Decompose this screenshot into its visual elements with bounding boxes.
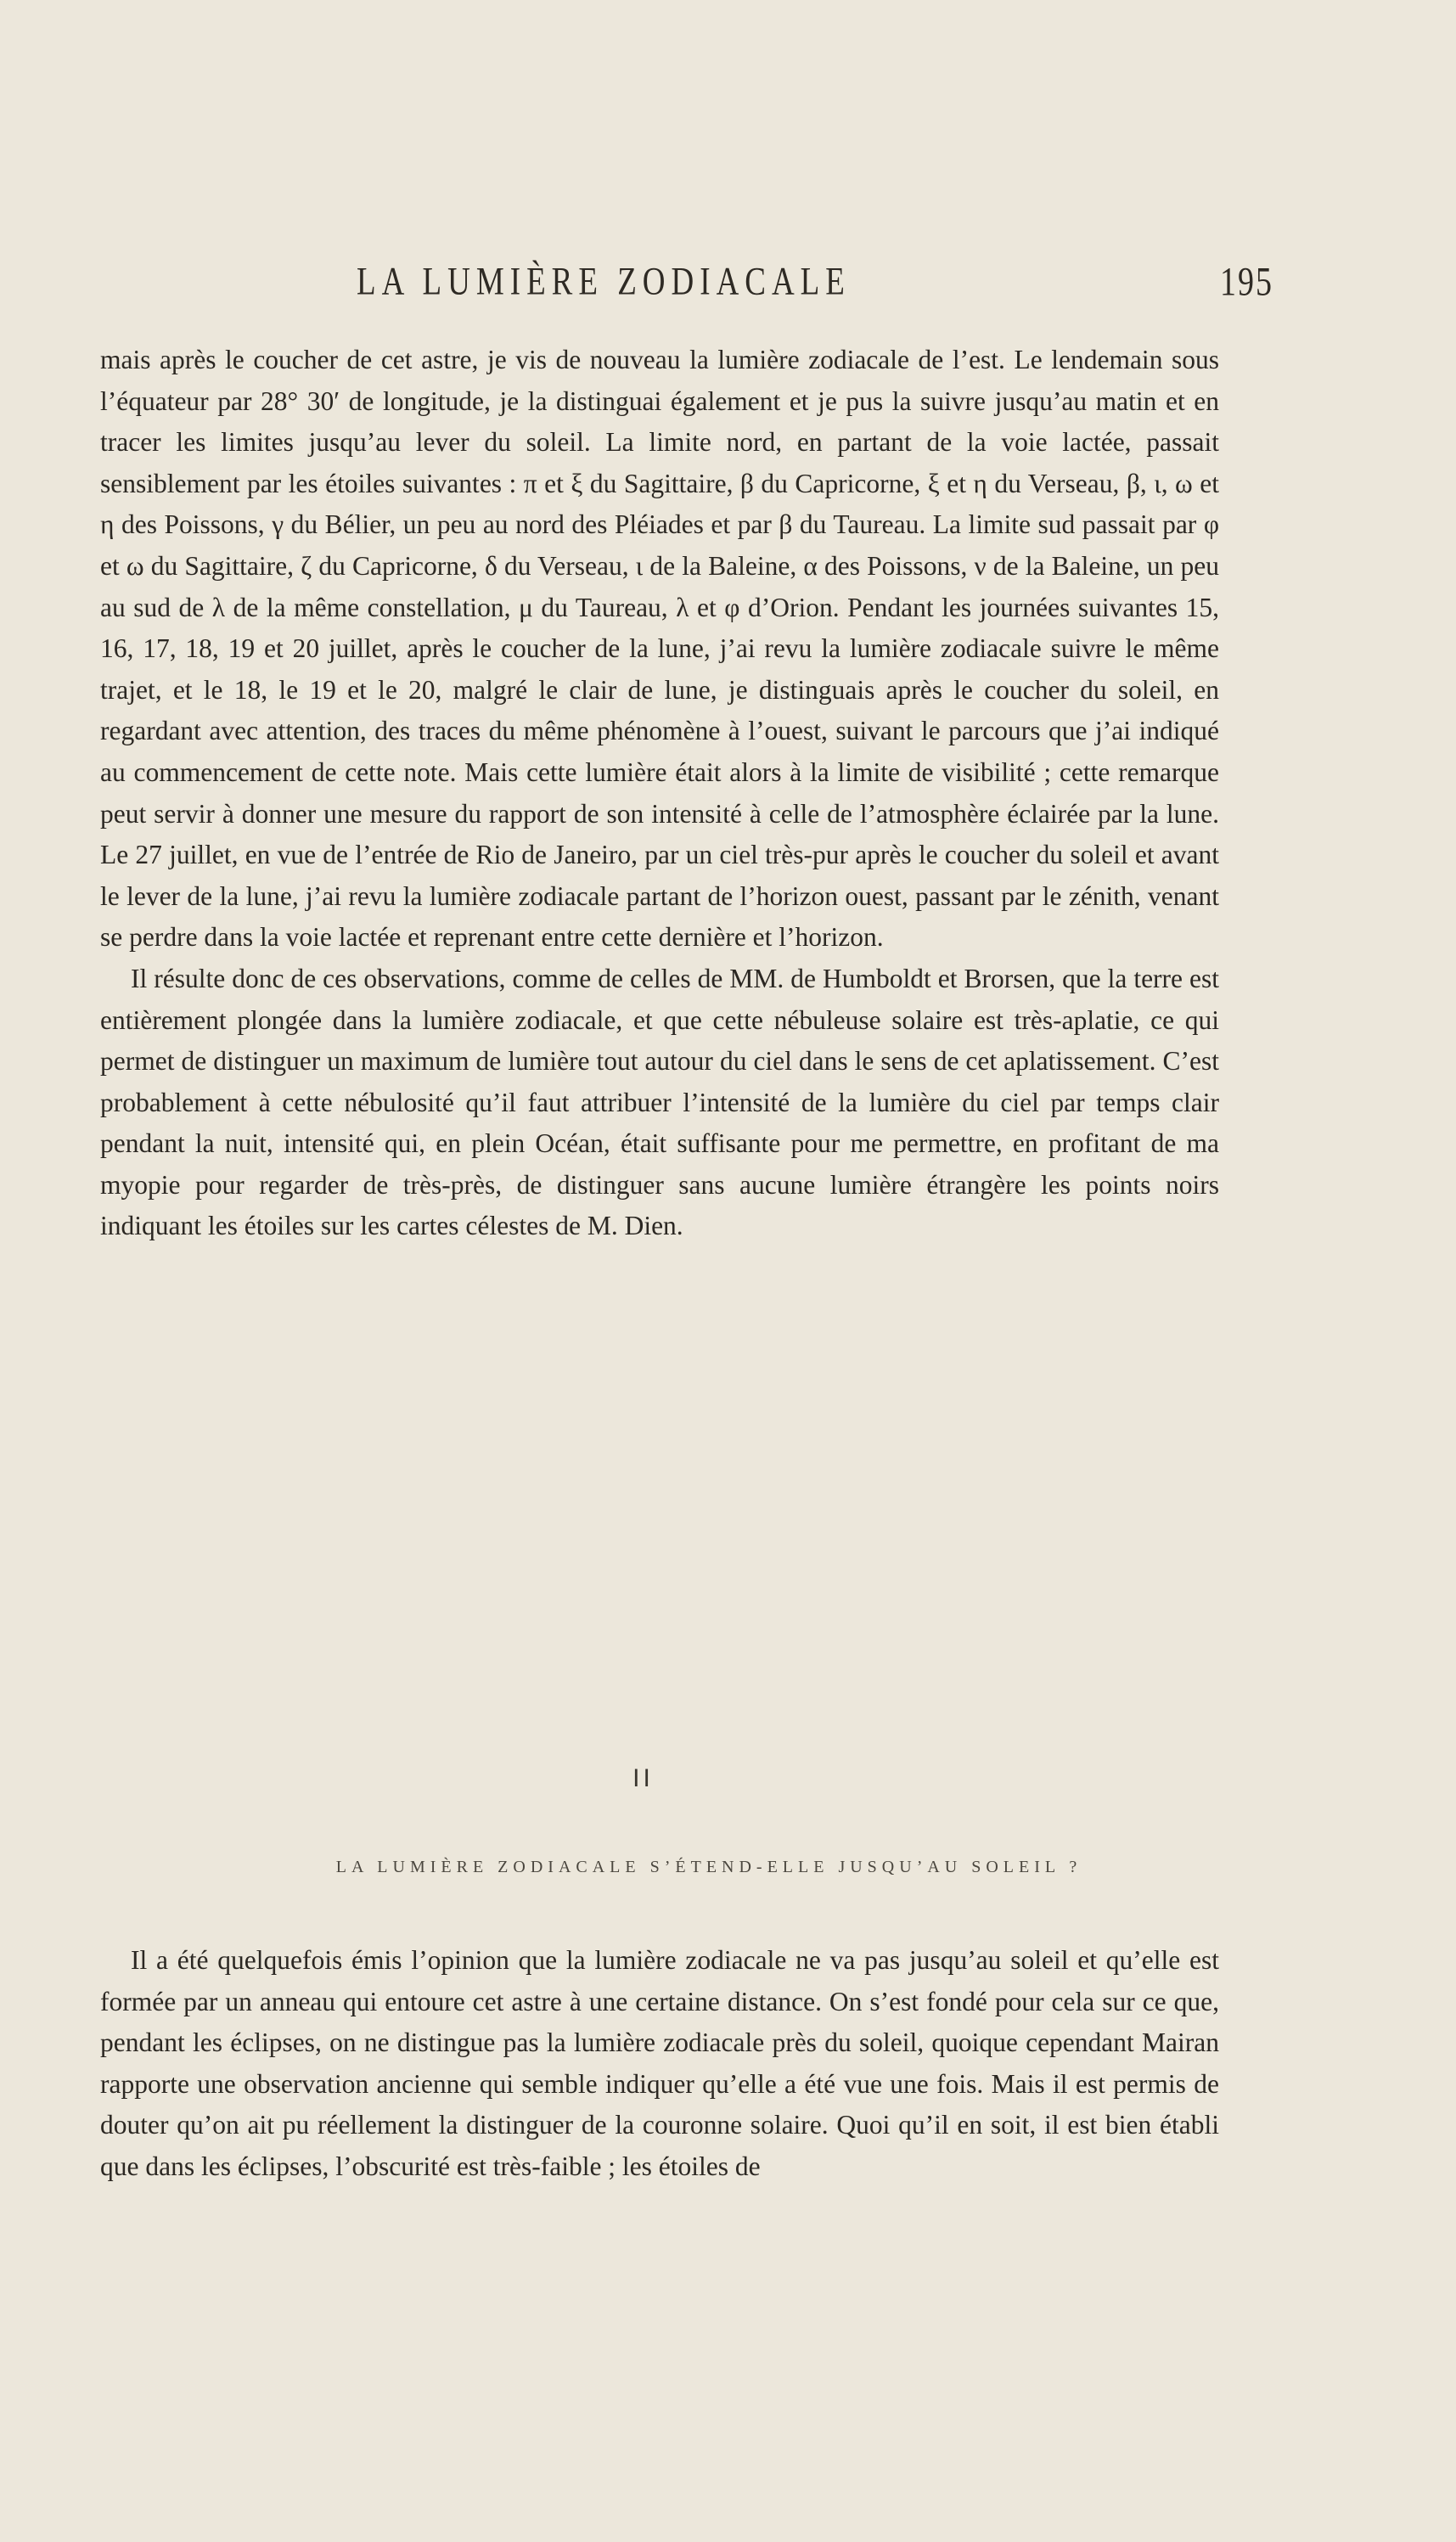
page-number: 195 xyxy=(1220,260,1273,305)
section-number: II xyxy=(632,1764,654,1792)
running-head xyxy=(357,259,1273,310)
section-body-text xyxy=(100,1940,1219,2188)
running-title: LA LUMIÈRE ZODIACALE xyxy=(357,260,851,304)
paragraph: Il a été quelquefois émis l’opinion que la lumière zodiacale ne va pas jusqu’au soleil et qu’elle est formée par un anneau qui entoure cet astre à une certaine distance. On s’est fondé pour cela sur ce que, pendant les éclipses, on ne distingue pas la lumière zodiacale près du soleil, quoique cependant Mairan rapporte une observation ancienne qui semble indiquer qu’elle a été vue une fois. Mais il est permis de douter qu’on ait pu réellement la distinguer de la couronne solaire. Quoi qu’il en soit, il est bien établi que dans les éclipses, l’obscurité est très-faible ; les étoiles de xyxy=(100,1945,1219,2181)
paragraph-continued: mais après le coucher de cet astre, je vis de nouveau la lumière zodiacale de l’est. Le lendemain sous l’équateur par 28° 30′ de longitude, je la distinguai également et je pus la suivre jusqu’au matin et en tracer les limites jusqu’au lever du soleil. La limite nord, en partant de la voie lactée, passait sensiblement par les étoiles suivantes : π et ξ du Sagittaire, β du Capricorne, ξ et η du Verseau, β, ι, ω et η des Poissons, γ du Bélier, un peu au nord des Pléiades et par β du Taureau. La limite sud passait par φ et ω du Sagittaire, ζ du Capricorne, δ du Verseau, ι de la Baleine, α des Poissons, ν de la Baleine, un peu au sud de λ de la même constellation, μ du Taureau, λ et φ d’Orion. Pendant les journées suivantes 15, 16, 17, 18, 19 et 20 juillet, après le coucher de la lune, j’ai revu la lumière zodiacale suivre le même trajet, et le 18, le 19 et le 20, malgré le clair de lune, je distinguais après le coucher du soleil, en regardant avec attention, des traces du même phénomène à l’ouest, suivant le parcours que j’ai indiqué au commencement de cette note. Mais cette lumière était alors à la limite de visibilité ; cette remarque peut servir à donner une mesure du rapport de son intensité à celle de l’atmosphère éclairée par la lune. Le 27 juillet, en vue de l’entrée de Rio de Janeiro, par un ciel très-pur après le coucher du soleil et avant le lever de la lune, j’ai revu la lumière zodiacale partant de l’horizon ouest, passant par le zénith, venant se perdre dans la voie lactée et reprenant entre cette dernière et l’horizon. xyxy=(100,345,1219,953)
body-text xyxy=(100,340,1219,1247)
paragraph: Il résulte donc de ces observations, comme de celles de MM. de Humboldt et Brorsen, que la terre est entièrement plongée dans la lumière zodiacale, et que cette nébuleuse solaire est très-aplatie, ce qui permet de distinguer un maximum de lumière tout autour du ciel dans le sens de cet aplatissement. C’est probablement à cette nébulosité qu’il faut attribuer l’intensité de la lumière du ciel par temps clair pendant la nuit, intensité qui, en plein Océan, était suffisante pour me permettre, en profitant de ma myopie pour regarder de très-près, de distinguer sans aucune lumière étrangère les points noirs indiquant les étoiles sur les cartes célestes de M. Dien. xyxy=(100,963,1219,1241)
section-title: LA LUMIÈRE ZODIACALE S’ÉTEND-ELLE JUSQU’AU SOLEIL ? xyxy=(335,1858,1082,1876)
